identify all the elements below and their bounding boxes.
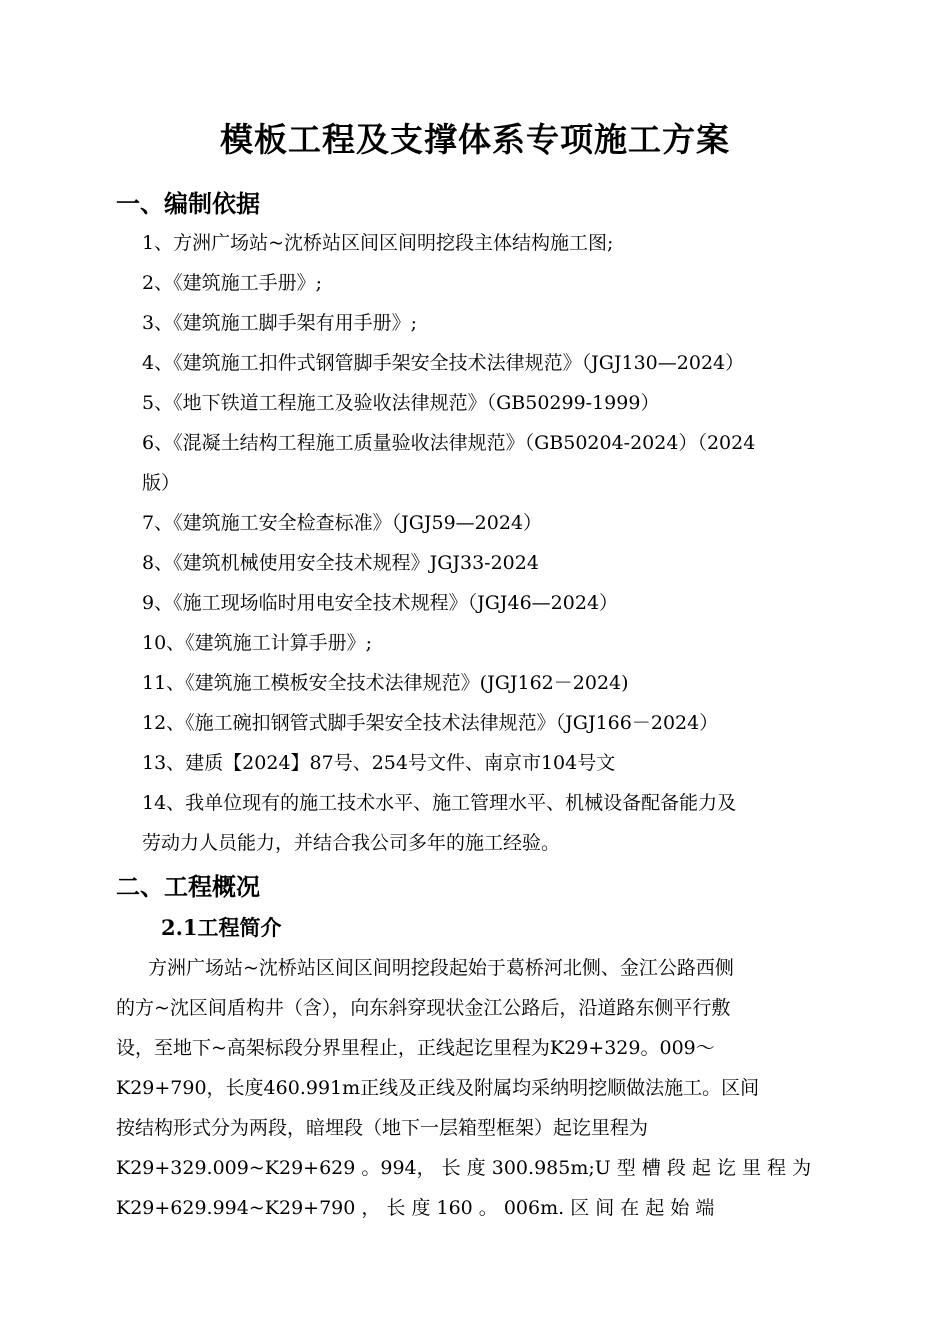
subsection-heading-intro: 2.1工程简介 (161, 915, 282, 940)
basis-item-7: 7、《建筑施工安全检查标准》（JGJ59—2024） (142, 512, 543, 534)
section-heading-basis: 一、编制依据 (116, 189, 260, 218)
project-intro-paragraph (116, 948, 850, 1228)
basis-item-11: 11、《建筑施工模板安全技术法律规范》(JGJ162－2024) (142, 672, 629, 694)
paragraph-line-5: 按结构形式分为两段，暗埋段（地下一层箱型框架）起讫里程为 (116, 1117, 649, 1139)
basis-item-1: 1、方洲广场站~沈桥站区间区间明挖段主体结构施工图; (142, 232, 614, 254)
paragraph-line-1: 方洲广场站~沈桥站区间区间明挖段起始于葛桥河北侧、金江公路西侧 (148, 957, 734, 979)
document-title: 模板工程及支撑体系专项施工方案 (220, 120, 730, 159)
basis-item-8: 8、《建筑机械使用安全技术规程》JGJ33-2024 (142, 552, 539, 574)
basis-item-9: 9、《施工现场临时用电安全技术规程》（JGJ46—2024） (142, 592, 619, 614)
basis-item-14: 14、我单位现有的施工技术水平、施工管理水平、机械设备配备能力及 (142, 792, 737, 814)
basis-item-14-continued: 劳动力人员能力，并结合我公司多年的施工经验。 (142, 832, 561, 854)
paragraph-line-7: K29+629.994~K29+790 ， 长 度 160 。 006m. 区 间 在 起 始 端 (116, 1197, 715, 1219)
basis-item-2: 2、《建筑施工手册》; (142, 272, 322, 294)
basis-item-5: 5、《地下铁道工程施工及验收法律规范》（GB50299-1999） (142, 392, 660, 414)
basis-item-13: 13、建质【2024】87号、254号文件、南京市104号文 (142, 752, 616, 774)
paragraph-line-4: K29+790，长度460.991m正线及正线及附属均采纳明挖顺做法施工。区间 (116, 1077, 760, 1099)
paragraph-line-3: 设，至地下~高架标段分界里程止，正线起讫里程为K29+329。009～ (116, 1037, 715, 1059)
basis-item-6-continued: 版） (142, 472, 181, 494)
paragraph-line-2: 的方~沈区间盾构井（含），向东斜穿现状金江公路后，沿道路东侧平行敷 (116, 997, 731, 1019)
basis-item-12: 12、《施工碗扣钢管式脚手架安全技术法律规范》（JGJ166－2024） (142, 712, 719, 734)
paragraph-line-6: K29+329.009~K29+629 。994， 长 度 300.985m;U 型 槽 段 起 讫 里 程 为 (116, 1157, 812, 1179)
basis-item-3: 3、《建筑施工脚手架有用手册》; (142, 312, 417, 334)
basis-item-6: 6、《混凝土结构工程施工质量验收法律规范》（GB50204-2024）（2024 (142, 432, 756, 454)
basis-item-10: 10、《建筑施工计算手册》; (142, 632, 373, 654)
basis-item-4: 4、《建筑施工扣件式钢管脚手架安全技术法律规范》（JGJ130—2024） (142, 352, 745, 374)
section-heading-overview: 二、工程概况 (116, 872, 260, 901)
